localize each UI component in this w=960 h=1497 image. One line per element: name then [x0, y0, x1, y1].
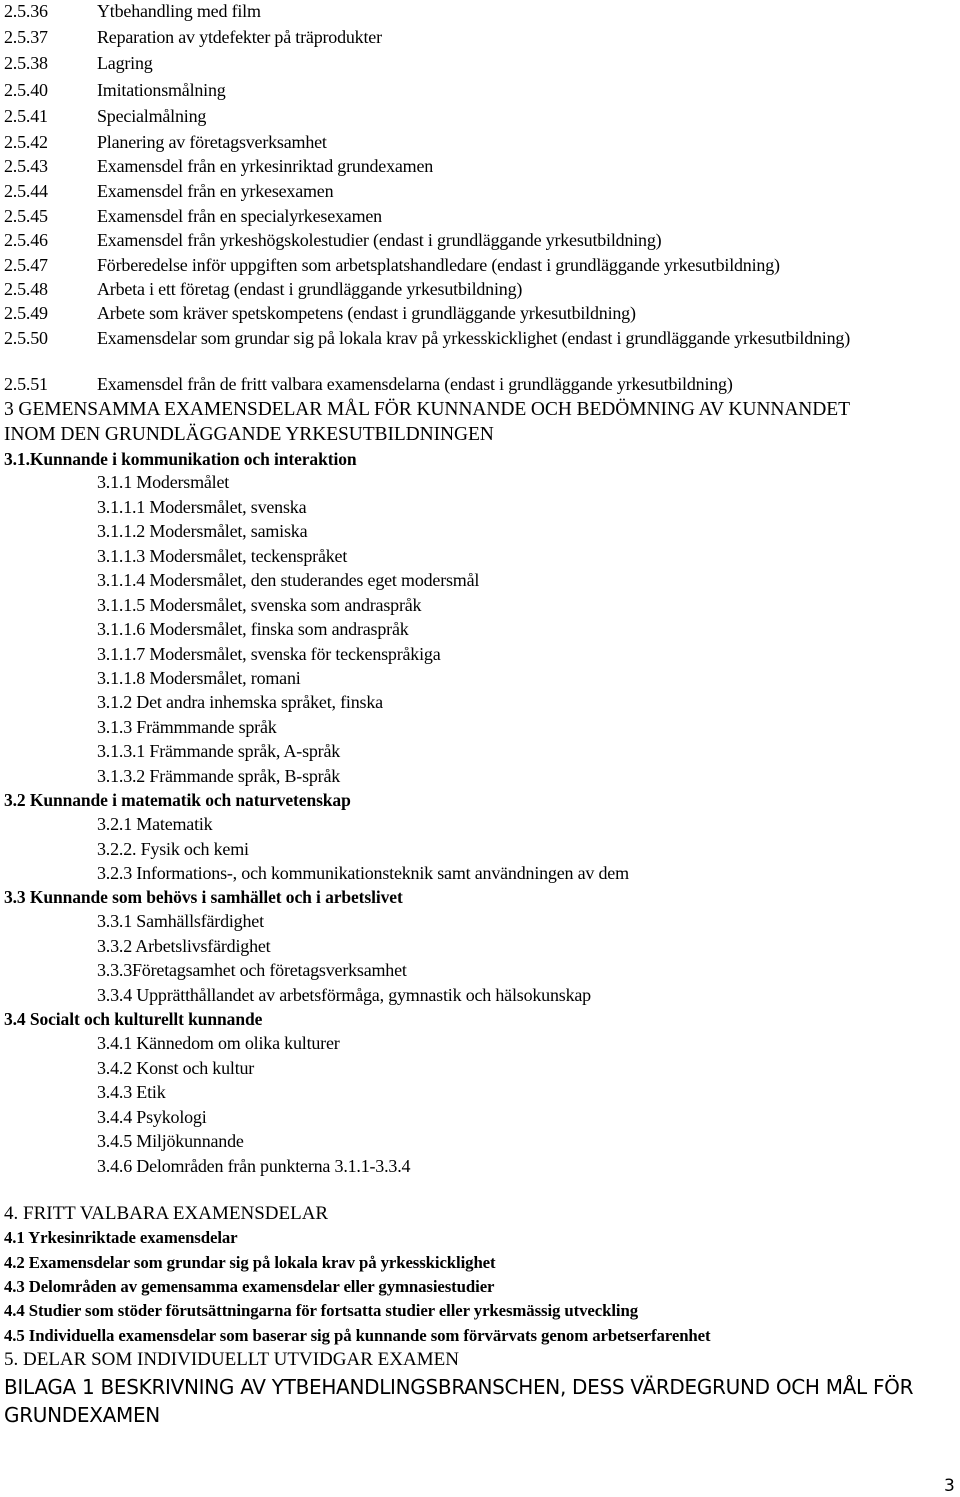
toc-number: 2.5.38	[4, 53, 48, 73]
toc-number: 2.5.42	[4, 132, 48, 152]
section-3-heading: 3 GEMENSAMMA EXAMENSDELAR MÅL FÖR KUNNANDE OCH BEDÖMNING AV KUNNANDET INOM DEN GRUNDLÄGGANDE YRKESUTBILDNINGEN	[4, 399, 850, 445]
subsection-item: 3.2.3 Informations-, och kommunikationsteknik samt användningen av dem	[97, 863, 629, 883]
subsection-item: 3.4.2 Konst och kultur	[97, 1058, 255, 1078]
subsection-item: 3.1.3.2 Främmande språk, B-språk	[97, 766, 341, 786]
toc-title: Examensdel från yrkeshögskolestudier (endast i grundläggande yrkesutbildning)	[97, 230, 662, 250]
subsection-item: 3.4.6 Delområden från punkterna 3.1.1-3.3.4	[97, 1156, 411, 1176]
toc-title: Examensdel från en specialyrkesexamen	[97, 206, 382, 226]
subsection-item: 3.2.2. Fysik och kemi	[97, 839, 249, 859]
subsection-item: 3.1.2 Det andra inhemska språket, finska	[97, 692, 383, 712]
section-4-item: 4.3 Delområden av gemensamma examensdelar eller gymnasiestudier	[4, 1277, 495, 1296]
toc-title: Ytbehandling med film	[97, 1, 261, 21]
section-4-item: 4.2 Examensdelar som grundar sig på lokala krav på yrkesskicklighet	[4, 1253, 496, 1272]
section-4-item: 4.5 Individuella examensdelar som baserar sig på kunnande som förvärvats genom arbetserfarenhet	[4, 1326, 711, 1345]
section-3-3-heading: 3.3 Kunnande som behövs i samhället och i arbetslivet	[4, 887, 403, 907]
subsection-item: 3.2.1 Matematik	[97, 814, 213, 834]
toc-entry-wrapped	[4, 327, 854, 349]
subsection-item: 3.3.1 Samhällsfärdighet	[97, 911, 264, 931]
toc-title: Examensdel från en yrkesinriktad grundexamen	[97, 156, 434, 176]
subsection-item: 3.4.4 Psykologi	[97, 1107, 207, 1127]
toc-number: 2.5.40	[4, 80, 48, 100]
subsection-item: 3.4.1 Kännedom om olika kulturer	[97, 1033, 340, 1053]
toc-title: Lagring	[97, 53, 153, 73]
toc-number: 2.5.50	[4, 328, 48, 348]
subsection-item: 3.1.1.7 Modersmålet, svenska för teckenspråkiga	[97, 644, 441, 664]
subsection-item: 3.1.3 Främmmande språk	[97, 717, 277, 737]
toc-number: 2.5.46	[4, 230, 48, 250]
subsection-item: 3.1.1.5 Modersmålet, svenska som andraspråk	[97, 595, 422, 615]
toc-title: Reparation av ytdefekter på träprodukter	[97, 27, 382, 47]
section-4-item: 4.1 Yrkesinriktade examensdelar	[4, 1228, 238, 1247]
page-number: 3	[944, 1476, 955, 1496]
toc-number: 2.5.51	[4, 374, 48, 394]
toc-number: 2.5.44	[4, 181, 48, 201]
toc-number: 2.5.36	[4, 1, 48, 21]
subsection-item: 3.1.1 Modersmålet	[97, 472, 230, 492]
subsection-item: 3.4.5 Miljökunnande	[97, 1131, 244, 1151]
toc-title: Examensdelar som grundar sig på lokala krav på yrkesskicklighet (endast i grundläggande yrkesutbildning)	[97, 328, 850, 348]
appendix-heading: BILAGA 1 BESKRIVNING AV YTBEHANDLINGSBRANSCHEN, DESS VÄRDEGRUND OCH MÅL FÖR GRUNDEXAMEN	[4, 1375, 914, 1427]
subsection-item: 3.4.3 Etik	[97, 1082, 166, 1102]
subsection-item: 3.1.1.2 Modersmålet, samiska	[97, 521, 308, 541]
section-4-item: 4.4 Studier som stöder förutsättningarna för fortsatta studier eller yrkesmässig utveckling	[4, 1301, 638, 1320]
subsection-item: 3.1.3.1 Främmande språk, A-språk	[97, 741, 341, 761]
subsection-item: 3.1.1.6 Modersmålet, finska som andraspråk	[97, 619, 409, 639]
subsection-item: 3.3.2 Arbetslivsfärdighet	[97, 936, 271, 956]
subsection-item: 3.3.3Företagsamhet och företagsverksamhet	[97, 960, 407, 980]
section-3-1-heading: 3.1.Kunnande i kommunikation och interaktion	[4, 449, 357, 469]
toc-number: 2.5.49	[4, 303, 48, 323]
toc-number: 2.5.41	[4, 106, 48, 126]
toc-title: Examensdel från de fritt valbara examensdelarna (endast i grundläggande yrkesutbildning)	[97, 374, 733, 394]
section-3-2-heading: 3.2 Kunnande i matematik och naturvetenskap	[4, 790, 351, 810]
toc-number: 2.5.37	[4, 27, 48, 47]
toc-number: 2.5.45	[4, 206, 48, 226]
toc-title: Examensdel från en yrkesexamen	[97, 181, 334, 201]
toc-title: Specialmålning	[97, 106, 207, 126]
toc-number: 2.5.47	[4, 255, 48, 275]
toc-number: 2.5.43	[4, 156, 48, 176]
subsection-item: 3.1.1.8 Modersmålet, romani	[97, 668, 301, 688]
section-4-heading: 4. FRITT VALBARA EXAMENSDELAR	[4, 1203, 329, 1224]
toc-title: Planering av företagsverksamhet	[97, 132, 327, 152]
toc-title: Arbeta i ett företag (endast i grundläggande yrkesutbildning)	[97, 279, 523, 299]
toc-title: Imitationsmålning	[97, 80, 226, 100]
toc-title: Arbete som kräver spetskompetens (endast i grundläggande yrkesutbildning)	[97, 303, 636, 323]
toc-title: Förberedelse inför uppgiften som arbetsplatshandledare (endast i grundläggande yrkesutbildning)	[97, 255, 780, 275]
section-3-4-heading: 3.4 Socialt och kulturellt kunnande	[4, 1009, 263, 1029]
section-5-heading: 5. DELAR SOM INDIVIDUELLT UTVIDGAR EXAMEN	[4, 1349, 459, 1370]
toc-number: 2.5.48	[4, 279, 48, 299]
subsection-item: 3.3.4 Upprätthållandet av arbetsförmåga, gymnastik och hälsokunskap	[97, 985, 591, 1005]
subsection-item: 3.1.1.4 Modersmålet, den studerandes eget modersmål	[97, 570, 480, 590]
subsection-item: 3.1.1.1 Modersmålet, svenska	[97, 497, 307, 517]
subsection-item: 3.1.1.3 Modersmålet, teckenspråket	[97, 546, 348, 566]
